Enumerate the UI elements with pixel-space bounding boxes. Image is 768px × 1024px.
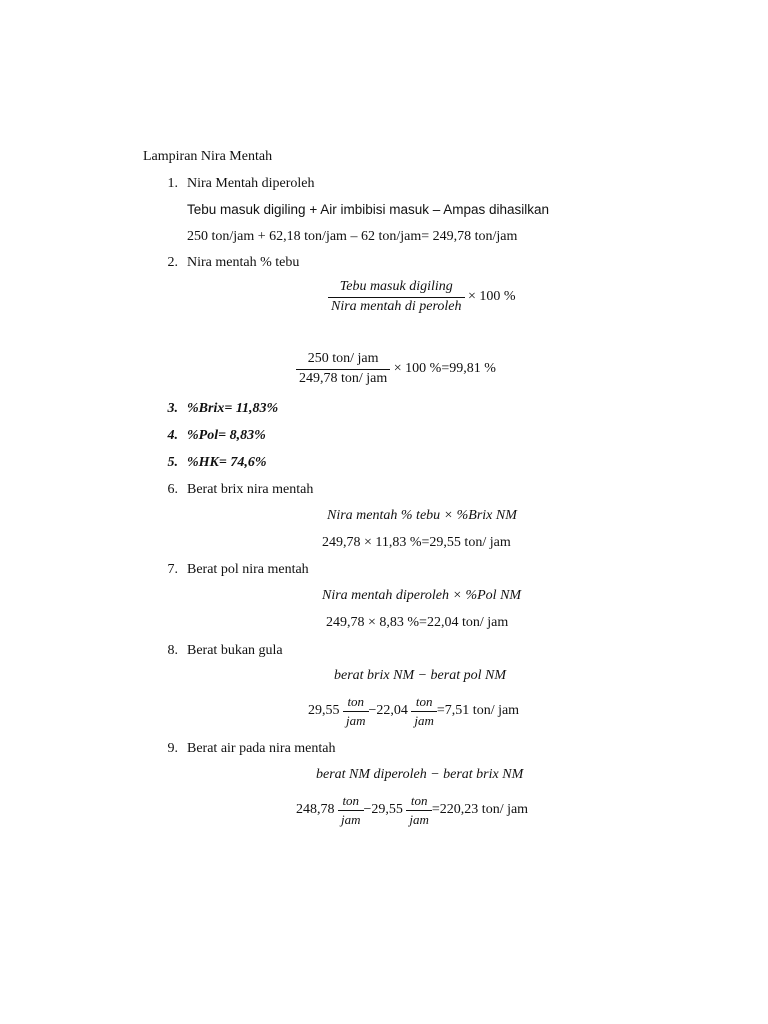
fraction-numerator: ton [347,694,365,709]
item-heading: Nira Mentah diperoleh [187,176,315,191]
fraction-denominator: jam [338,810,364,826]
item-number: 4. [167,428,178,443]
result: 249,78 × 11,83 %=29,55 ton/ jam [322,535,511,550]
fraction-denominator: jam [411,711,437,727]
item-heading: %HK= 74,6% [187,455,267,470]
item-heading: Berat pol nira mentah [187,562,309,577]
fraction-numerator: ton [410,793,428,808]
calculation-fraction-line [296,352,496,386]
formula-tail: × 100 %=99,81 % [393,361,496,377]
fraction-denominator: Nira mentah di peroleh [328,297,465,314]
item-number: 9. [167,741,178,756]
formula-fraction-line [328,280,516,314]
fraction-denominator: jam [406,810,432,826]
fraction-numerator: ton [415,694,433,709]
formula: Nira mentah % tebu × %Brix NM [327,508,517,523]
item-number: 1. [167,176,178,191]
item-heading: Berat air pada nira mentah [187,741,336,756]
fraction-numerator: ton [342,793,360,808]
item-number: 2. [167,255,178,270]
operator-value: −29,55 [363,802,403,818]
formula: Nira mentah diperoleh × %Pol NM [322,588,522,603]
formula-tail: × 100 % [468,289,516,305]
item-text-line: Tebu masuk digiling + Air imbibisi masuk – Ampas dihasilkan [187,202,550,217]
result: 249,78 × 8,83 %=22,04 ton/ jam [326,615,509,630]
value: 248,78 [296,802,335,818]
fraction-denominator: 249,78 ton/ jam [296,369,390,386]
fraction-numerator: Tebu masuk digiling [339,279,453,294]
item-number: 6. [167,482,178,497]
formula: berat brix NM − berat pol NM [334,668,506,683]
item-heading: %Pol= 8,83% [187,428,266,443]
item-number: 8. [167,643,178,658]
result-tail: =7,51 ton/ jam [436,703,520,719]
item-heading: %Brix= 11,83% [187,401,279,416]
value: 29,55 [308,703,340,719]
item-number: 7. [167,562,178,577]
document-title: Lampiran Nira Mentah [143,149,273,164]
item-heading: Nira mentah % tebu [187,255,300,270]
item-heading: Berat bukan gula [187,643,283,658]
item-text-line: 250 ton/jam + 62,18 ton/jam – 62 ton/jam= 249,78 ton/jam [187,229,518,244]
item-heading: Berat brix nira mentah [187,482,314,497]
formula: berat NM diperoleh − berat brix NM [316,767,524,782]
calculation-line [308,695,519,727]
item-number: 3. [167,401,178,416]
calculation-line [296,794,528,826]
operator-value: −22,04 [368,703,408,719]
fraction-denominator: jam [343,711,369,727]
item-number: 5. [167,455,178,470]
fraction-numerator: 250 ton/ jam [307,351,379,366]
result-tail: =220,23 ton/ jam [431,802,529,818]
